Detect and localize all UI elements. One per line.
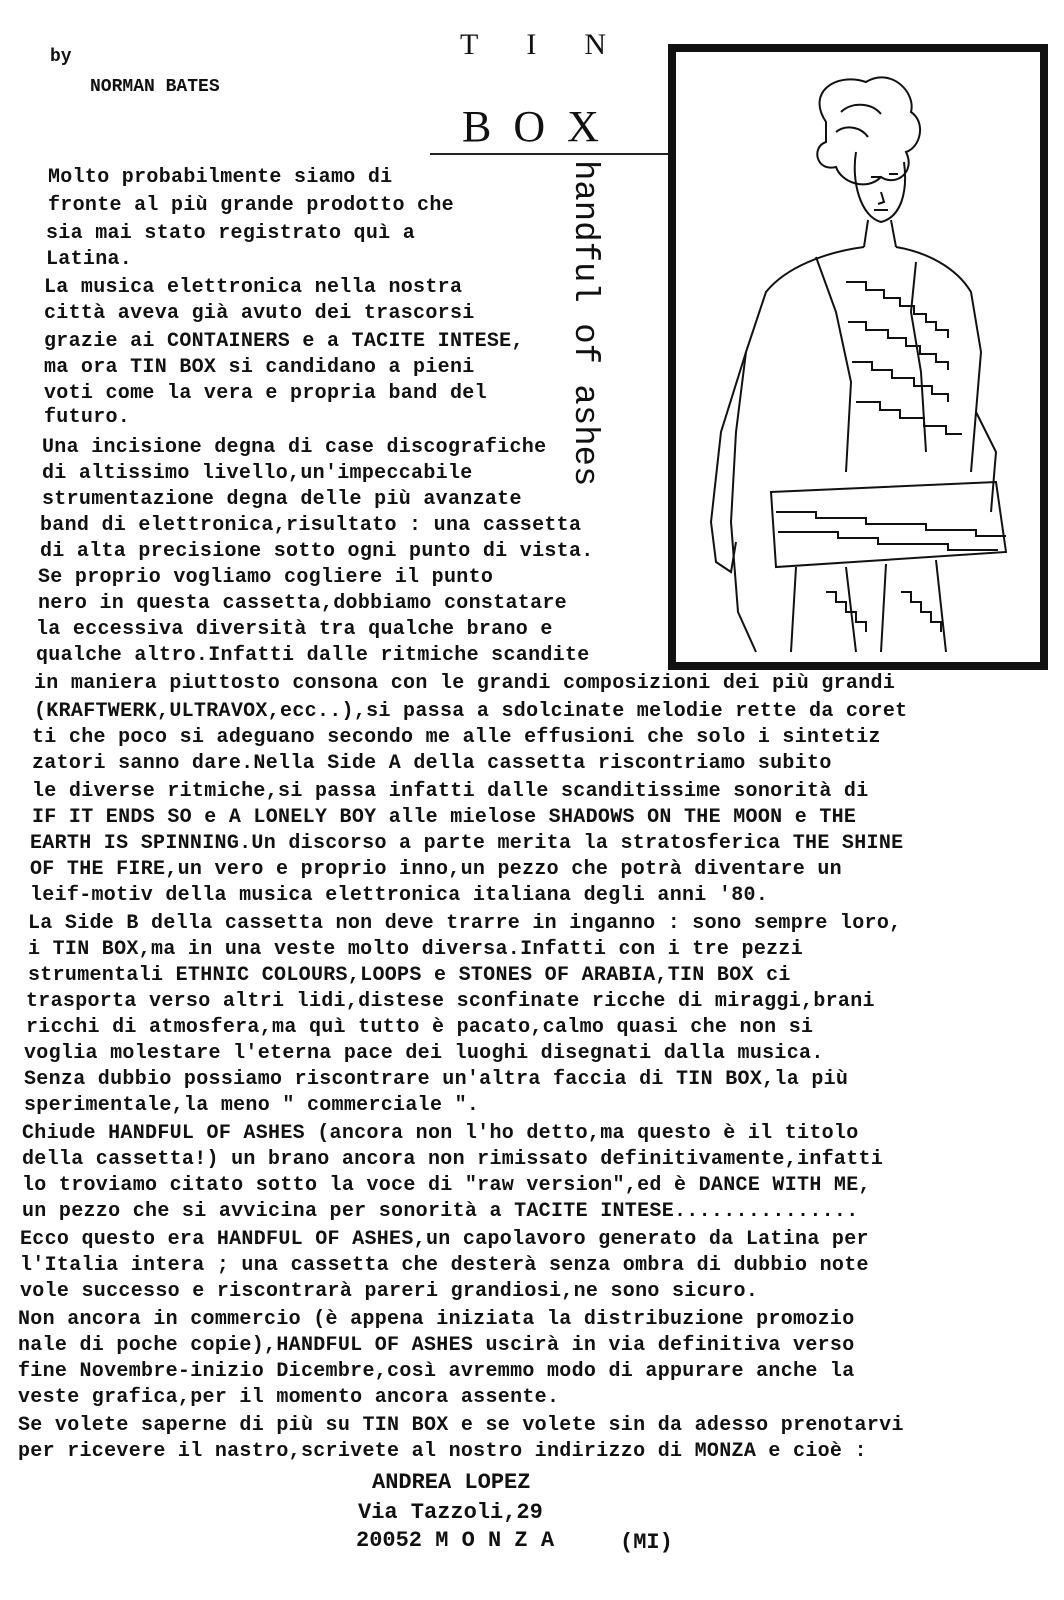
article-line: Se volete saperne di più su TIN BOX e se volete sin da adesso prenotarvi xyxy=(18,1414,904,1437)
article-line: Chiude HANDFUL OF ASHES (ancora non l'ho detto,ma questo è il titolo xyxy=(22,1122,859,1145)
article-line: sperimentale,la meno " commerciale ". xyxy=(24,1094,480,1117)
article-line: vole successo e riscontrarà pareri grandiosi,ne sono sicuro. xyxy=(20,1280,759,1303)
article-line: veste grafica,per il momento ancora assente. xyxy=(18,1386,560,1409)
article-line: di alta precisione sotto ogni punto di vista. xyxy=(40,540,594,563)
article-line: nero in questa cassetta,dobbiamo constatare xyxy=(38,592,567,615)
band-title-main: BOX xyxy=(462,102,621,151)
article-line: Se proprio vogliamo cogliere il punto xyxy=(38,566,494,589)
article-line: Ecco questo era HANDFUL OF ASHES,un capolavoro generato da Latina per xyxy=(20,1228,869,1251)
band-title-top: TIN xyxy=(460,28,654,61)
article-line: per ricevere il nastro,scrivete al nostro indirizzo di MONZA e cioè : xyxy=(18,1440,867,1463)
article-line: Molto probabilmente siamo di xyxy=(48,166,393,189)
article-line: città aveva già avuto dei trascorsi xyxy=(44,302,475,325)
article-line: Non ancora in commercio (è appena iniziata la distribuzione promozio xyxy=(18,1308,855,1331)
article-line: strumentali ETHNIC COLOURS,LOOPS e STONES OF ARABIA,TIN BOX ci xyxy=(28,964,791,987)
album-title-vertical: handful of ashes xyxy=(565,160,603,487)
article-line: la eccessiva diversità tra qualche brano e xyxy=(36,618,553,641)
article-line: ma ora TIN BOX si candidano a pieni xyxy=(44,356,475,379)
article-line: trasporta verso altri lidi,distese sconfinate ricche di miraggi,brani xyxy=(26,990,875,1013)
address-province: (MI) xyxy=(620,1530,673,1555)
author-name: NORMAN BATES xyxy=(90,77,220,97)
article-line: un pezzo che si avvicina per sonorità a TACITE INTESE............... xyxy=(22,1200,859,1223)
article-line: band di elettronica,risultato : una cassetta xyxy=(40,514,582,537)
article-line: della cassetta!) un brano ancora non rimissato definitivamente,infatti xyxy=(22,1148,884,1171)
article-line: i TIN BOX,ma in una veste molto diversa.Infatti con i tre pezzi xyxy=(28,938,804,961)
article-line: in maniera piuttosto consona con le grandi composizioni dei più grandi xyxy=(34,672,896,695)
article-line: (KRAFTWERK,ULTRAVOX,ecc..),si passa a sdolcinate melodie rette da coret xyxy=(34,700,908,723)
article-line: fronte al più grande prodotto che xyxy=(48,194,454,217)
article-line: le diverse ritmiche,si passa infatti dalle scanditissime sonorità di xyxy=(32,780,869,803)
article-line: futuro. xyxy=(44,406,131,429)
article-line: EARTH IS SPINNING.Un discorso a parte merita la stratosferica THE SHINE xyxy=(30,832,904,855)
article-line: voti come la vera e propria band del xyxy=(44,382,487,405)
article-line: IF IT ENDS SO e A LONELY BOY alle mielose SHADOWS ON THE MOON e THE xyxy=(32,806,857,829)
byline: by xyxy=(50,47,72,67)
article-line: l'Italia intera ; una cassetta che desterà senza ombra di dubbio note xyxy=(20,1254,869,1277)
article-line: ricchi di atmosfera,ma quì tutto è pacato,calmo quasi che non si xyxy=(26,1016,814,1039)
article-line: Una incisione degna di case discografiche xyxy=(42,436,547,459)
address-name: ANDREA LOPEZ xyxy=(372,1470,531,1495)
article-line: di altissimo livello,un'impeccabile xyxy=(42,462,473,485)
article-line: qualche altro.Infatti dalle ritmiche scandite xyxy=(36,644,590,667)
article-line: sia mai stato registrato quì a xyxy=(46,222,416,245)
address-city: 20052 M O N Z A xyxy=(356,1528,555,1553)
article-line: voglia molestare l'eterna pace dei luoghi disegnati dalla musica. xyxy=(24,1042,824,1065)
article-line: zatori sanno dare.Nella Side A della cassetta riscontriamo subito xyxy=(32,752,832,775)
article-line: leif-motiv della musica elettronica italiana degli anni '80. xyxy=(30,884,769,907)
article-line: ti che poco si adeguano secondo me alle effusioni che solo i sintetiz xyxy=(32,726,881,749)
article-line: La Side B della cassetta non deve trarre in inganno : sono sempre loro, xyxy=(28,912,902,935)
article-line: Latina. xyxy=(46,248,133,271)
article-line: OF THE FIRE,un vero e proprio inno,un pezzo che potrà diventare un xyxy=(30,858,842,881)
address-street: Via Tazzoli,29 xyxy=(358,1500,543,1525)
article-line: lo troviamo citato sotto la voce di "raw version",ed è DANCE WITH ME, xyxy=(22,1174,871,1197)
article-line: La musica elettronica nella nostra xyxy=(44,276,463,299)
article-line: Senza dubbio possiamo riscontrare un'altra faccia di TIN BOX,la più xyxy=(24,1068,849,1091)
article-line: fine Novembre-inizio Dicembre,così avremmo modo di appurare anche la xyxy=(18,1360,855,1383)
article-line: nale di poche copie),HANDFUL OF ASHES uscirà in via definitiva verso xyxy=(18,1334,855,1357)
article-line: grazie ai CONTAINERS e a TACITE INTESE, xyxy=(44,330,524,353)
article-line: strumentazione degna delle più avanzate xyxy=(42,488,522,511)
